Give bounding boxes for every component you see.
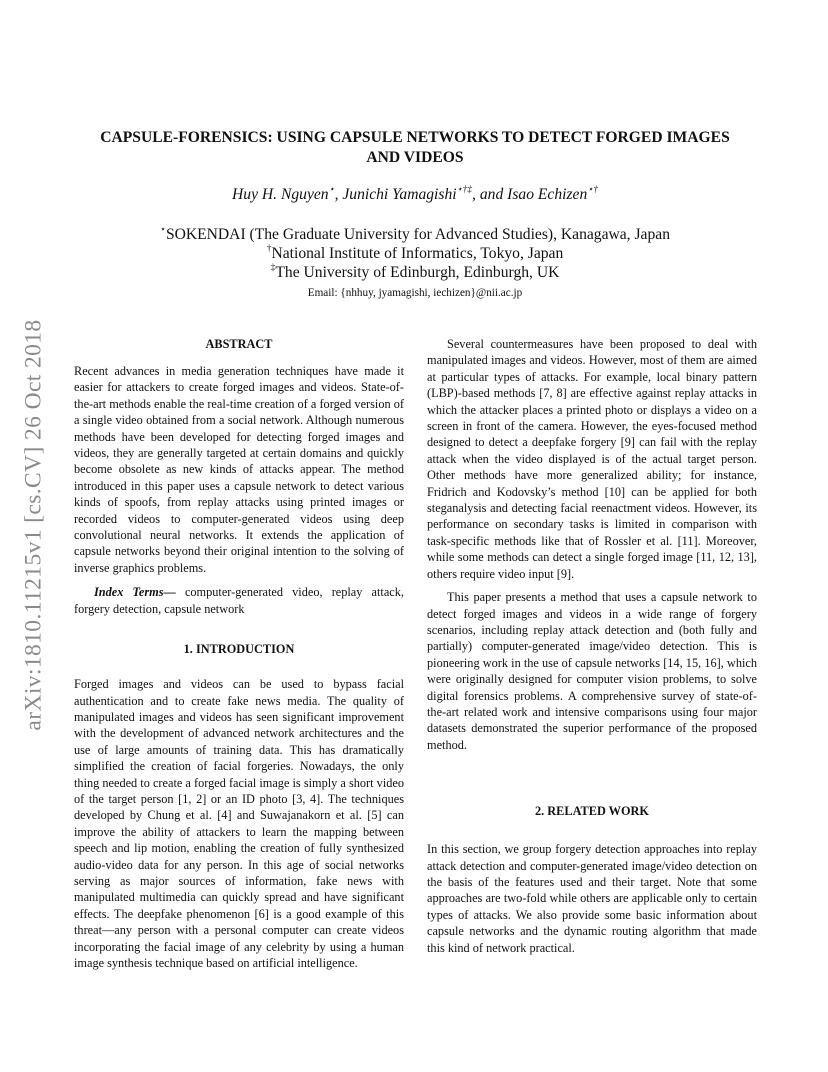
affiliation-line — [80, 225, 750, 244]
affiliation-line — [80, 263, 750, 282]
intro-paragraph-1: Forged images and videos can be used to bypass facial authentication and to create fake news media. The quality of manipulated images and videos has seen significant improvement with the development of advanced network architectures and the use of large amounts of training data. This has dramatically simplified the creation of facial forgeries. Nowadays, the only thing needed to create a forged facial image is simply a short video of the target person [1, 2] or an ID photo [3, 4]. The techniques developed by Chung et al. [4] and Suwajanakorn et al. [5] can improve the ability of attackers to learn the mapping between speech and lip motion, enabling the creation of fully synthesized audio-video data for any person. In this age of social networks serving as major sources of information, fake news with manipulated multimedia can quickly spread and have significant effects. The deepfake phenomenon [6] is a good example of this threat—any person with a personal computer can create videos incorporating the facial image of any celebrity by using a human image synthesis technique based on artificial intelligence. — [74, 677, 404, 970]
introduction-heading: 1. INTRODUCTION — [183, 642, 295, 657]
author-name: , Junichi Yamagishi — [334, 186, 457, 203]
left-column — [74, 336, 404, 971]
index-terms-label: Index Terms— — [94, 585, 176, 600]
author-mark: ⋆†‡ — [456, 184, 473, 195]
arxiv-stamp — [20, 290, 48, 760]
related-work-heading: 2. RELATED WORK — [535, 804, 649, 819]
email-line: Email: {nhhuy, jyamagishi, iechizen}@nii.ac.jp — [307, 287, 523, 299]
title-line-2: AND VIDEOS — [366, 149, 464, 166]
affiliation-mark: ‡ — [270, 262, 276, 273]
affiliation-line — [80, 244, 750, 263]
paper-title — [80, 128, 750, 168]
right-column — [427, 336, 757, 956]
arxiv-id-text: arXiv:1810.11215v1 [cs.CV] 26 Oct 2018 — [20, 319, 47, 731]
intro-paragraph-3: This paper presents a method that uses a capsule network to detect forged images and videos in a wide range of forgery scenarios, including replay attack detection and (both fully and partially) computer-generated image/video detection. This is pioneering work in the use of capsule networks [14, 15, 16], which were originally designed for computer vision problems, to solve digital forensics problems. A comprehensive survey of state-of-the-art related work and intensive comparisons using four major datasets demonstrated the superior performance of the proposed method. — [427, 590, 757, 752]
abstract-text: Recent advances in media generation techniques have made it easier for attackers to create forged images and videos. State-of-the-art methods enable the real-time creation of a forged version of a single video obtained from a social network. Although numerous methods have been developed for detecting forged images and videos, they are generally targeted at certain domains and quickly become obsolete as new kinds of attacks appear. The method introduced in this paper uses a capsule network to detect various kinds of spoofs, from replay attacks using printed images or recorded videos to computer-generated videos using deep convolutional neural networks. It extends the application of capsule networks beyond their original intention to the solving of inverse graphics problems. — [74, 364, 404, 575]
index-terms — [74, 584, 404, 617]
author-name: , and Isao Echizen — [472, 186, 588, 203]
affiliations — [80, 225, 750, 282]
author-list — [80, 186, 750, 204]
intro-paragraph-2: Several countermeasures have been proposed to deal with manipulated images and videos. However, most of them are aimed at particular types of attacks. For example, local binary pattern (LBP)-based methods [7, 8] are effective against replay attacks in which the attacker places a printed photo or displays a video on a screen in front of the camera. However, the eyes-focused method designed to detect a deepfake forgery [9] can fail with the replay attack when the video displayed is of the actual target person. Other methods have more generalized ability; for instance, Fridrich and Kodovsky’s method [10] can be applied for both steganalysis and detecting facial reenactment videos. However, its performance on secondary tasks is limited in comparison with task-specific methods like that of Rossler et al. [11]. Moreover, while some methods can detect a single forged image [11, 12, 13], others require video input [9]. — [427, 337, 757, 581]
affiliation-text: The University of Edinburgh, Edinburgh, UK — [275, 264, 560, 281]
author-mark: ⋆ — [328, 184, 335, 195]
affiliation-mark: ⋆ — [159, 224, 166, 235]
index-terms-text: computer-generated video, replay attack, forgery detection, capsule network — [74, 585, 404, 616]
title-line-1: CAPSULE-FORENSICS: USING CAPSULE NETWORKS TO DETECT FORGED IMAGES — [100, 129, 730, 146]
affiliation-text: National Institute of Informatics, Tokyo, Japan — [271, 245, 564, 262]
abstract-heading: ABSTRACT — [205, 337, 273, 351]
author-name: Huy H. Nguyen — [232, 186, 329, 203]
related-work-paragraph-1: In this section, we group forgery detection approaches into replay attack detection and computer-generated image/video detection on the basis of the features used and their target. Note that some approaches are two-fold while others are applicable only to certain types of attacks. We also provide some basic information about capsule networks and the dynamic routing algorithm that made this kind of network practical. — [427, 842, 757, 955]
affiliation-mark: † — [266, 243, 272, 254]
author-mark: ⋆† — [587, 184, 598, 195]
affiliation-text: SOKENDAI (The Graduate University for Advanced Studies), Kanagawa, Japan — [165, 226, 670, 243]
